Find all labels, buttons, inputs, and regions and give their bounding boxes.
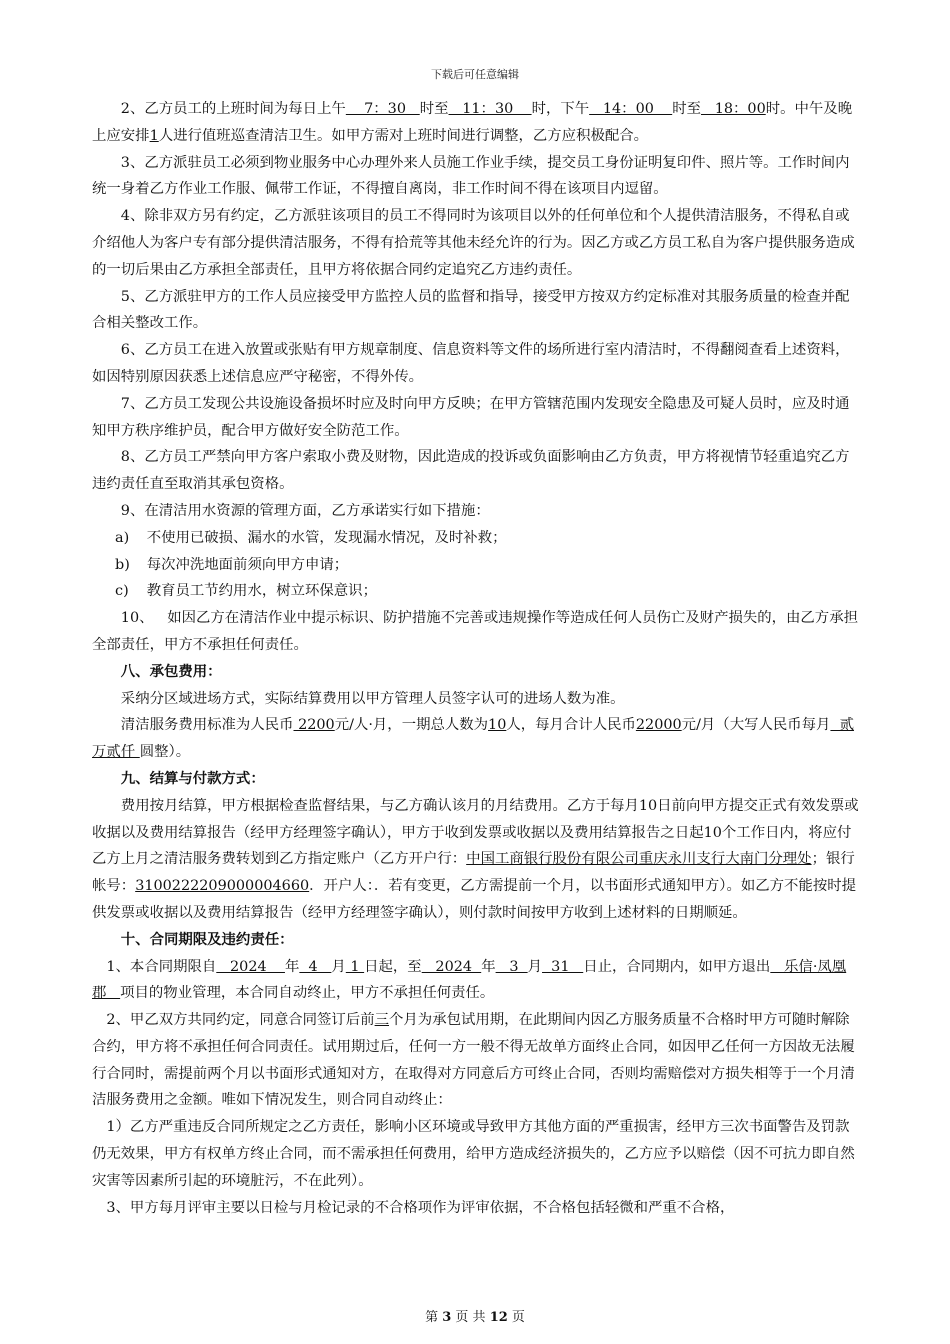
clause-2: 2、乙方员工的上班时间为每日上午 7：30 时至 11：30 时，下午 14：00 时至 18：00时。中午及晚上应安排1人进行值班巡查清洁卫生。如甲方需对上班时间进行调整，乙方应积极配合。 [92, 101, 853, 144]
project-name: 乐信·凤凰郡 [92, 958, 847, 1002]
section-10-p1: 1、本合同期限自 2024 年 4 月 1 日起，至 2024 年 3 月 31 日止，合同期内，如甲方退出 乐信·凤凰郡 项目的物业管理，本合同自动终止，甲方不承担任何责任。 [92, 958, 847, 1002]
list-item: a) 不使用已破损、漏水的水管，发现漏水情况，及时补救； [115, 529, 507, 546]
pm-start-time: 14：00 [589, 101, 673, 117]
am-start-time: 7：30 [345, 101, 420, 117]
section-10-p4: 3、甲方每月评审主要以日检与月检记录的不合格项作为评审依据，不合格包括轻微和严重不合格， [106, 1199, 735, 1216]
end-month: 3 [495, 958, 528, 975]
section-10-p2: 2、甲乙双方共同约定，同意合同签订后前三个月为承包试用期，在此期间内因乙方服务质量不合格时甲方可随时解除合约，甲方将不承担任何合同责任。试用期过后，任何一方一般不得无故单方面终止合同，如因甲乙任何一方因故无法履行合同时，需提前两个月以书面形式通知对方，在取得对方同意后方可终止合同，否则均需赔偿对方损失相等于一个月清洁服务费用之金额。唯如下情况发生，则合同自动终止： [92, 1012, 855, 1109]
start-year: 2024 [216, 958, 285, 975]
page-footer: 第 3 页 共 12 页 [425, 1310, 525, 1325]
section-8-p2: 清洁服务费用标准为人民币 2200元/人·月，一期总人数为10人，每月合计人民币22000元/月（大写人民币每月 贰万贰仟 圆整）。 [92, 717, 854, 761]
clause-9: 9、在清洁用水资源的管理方面，乙方承诺实行如下措施： [120, 502, 490, 519]
monthly-total: 22000 [635, 717, 682, 734]
staff-count: 10 [488, 717, 507, 734]
section-8-p1: 采纳分区域进场方式，实际结算费用以甲方管理人员签字认可的进场人数为准。 [120, 690, 625, 707]
page-header: 下载后可任意编辑 [431, 68, 519, 81]
bank-name: 中国工商银行股份有限公司重庆永川支行大南门分理处 [466, 851, 812, 868]
clause-8: 8、乙方员工严禁向甲方客户索取小费及财物，因此造成的投诉或负面影响由乙方负责，甲方将视情节轻重追究乙方违约责任直至取消其承包资格。 [92, 449, 850, 493]
start-day: 1 [345, 958, 365, 975]
monthly-total-uppercase: 贰万贰仟 [92, 717, 854, 761]
clause-5: 5、乙方派驻甲方的工作人员应接受甲方监控人员的监督和指导，接受甲方按双方约定标准对其服务质量的检查并配合相关整改工作。 [92, 288, 850, 332]
section-10-heading: 十、合同期限及违约责任： [120, 930, 294, 948]
bank-account: 3100222209000004660 [135, 878, 310, 895]
section-10-p3: 1）乙方严重违反合同所规定之乙方责任，影响小区环境或导致甲方其他方面的严重损害，经甲方三次书面警告及罚款仍无效果，甲方有权单方终止合同，而不需承担任何费用，给甲方造成经济损失的，乙方应予以赔偿（因不可抗力即自然灾害等因素所引起的环境脏污，不在此列）。 [92, 1119, 855, 1189]
total-pages: 12 [489, 1310, 508, 1325]
fee-per-person: 2200 [293, 717, 335, 734]
section-9-heading: 九、结算与付款方式： [120, 769, 265, 787]
section-9-p1: 费用按月结算，甲方根据检查监督结果，与乙方确认该月的月结费用。乙方于每月10日前向甲方提交正式有效发票或收据以及费用结算报告（经甲方经理签字确认），甲方于收到发票或收据以及费用结算报告之日起10个工作日内，将应付乙方上月之清洁服务费转划到乙方指定账户（乙方开户行：中国工商银行股份有限公司重庆永川支行大南门分理处；银行帐号：3100222209000004660．开户人：．若有变更，乙方需提前一个月，以书面形式通知甲方）。如乙方不能按时提供发票或收据以及费用结算报告（经甲方经理签字确认），则付款时间按甲方收到上述材料的日期顺延。 [92, 797, 859, 921]
page-content [92, 96, 862, 1221]
list-item: b) 每次冲洗地面前须向甲方申请； [115, 556, 349, 573]
clause-3: 3、乙方派驻员工必须到物业服务中心办理外来人员施工作业手续，提交员工身份证明复印件、照片等。工作时间内统一身着乙方作业工作服、佩带工作证，不得擅自离岗，非工作时间不得在该项目内逗留。 [92, 154, 850, 198]
start-month: 4 [299, 958, 332, 975]
end-year: 2024 [421, 958, 482, 975]
end-day: 31 [542, 958, 584, 975]
probation-months: 三 [374, 1012, 389, 1029]
duty-count: 1 [149, 127, 159, 144]
pm-end-time: 18：00 [700, 101, 766, 117]
clause-4: 4、除非双方另有约定，乙方派驻该项目的员工不得同时为该项目以外的任何单位和个人提供清洁服务，不得私自或介绍他人为客户专有部分提供清洁服务，不得有拾荒等其他未经允许的行为。因乙方或乙方员工私自为客户提供服务造成的一切后果由乙方承担全部责任，且甲方将依据合同约定追究乙方违约责任。 [92, 208, 855, 278]
clause-10: 10、 如因乙方在清洁作业中提示标识、防护措施不完善或违规操作等造成任何人员伤亡及财产损失的，由乙方承担全部责任，甲方不承担任何责任。 [92, 610, 858, 653]
list-item: c) 教育员工节约用水，树立环保意识； [115, 583, 377, 600]
section-8-heading: 八、承包费用： [120, 662, 222, 680]
current-page: 3 [442, 1310, 452, 1325]
am-end-time: 11：30 [448, 101, 532, 117]
clause-7: 7、乙方员工发现公共设施设备损坏时应及时向甲方反映；在甲方管辖范围内发现安全隐患及可疑人员时，应及时通知甲方秩序维护员，配合甲方做好安全防范工作。 [92, 395, 850, 439]
clause-6: 6、乙方员工在进入放置或张贴有甲方规章制度、信息资料等文件的场所进行室内清洁时，不得翻阅查看上述资料，如因特别原因获悉上述信息应严守秘密，不得外传。 [92, 342, 850, 385]
